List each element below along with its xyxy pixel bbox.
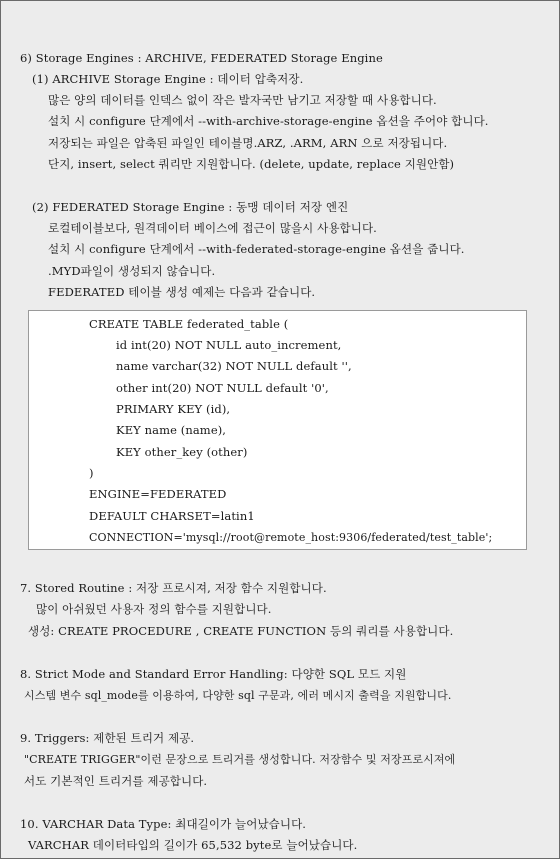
archive-engine-title: (1) ARCHIVE Storage Engine : 데이터 압축저장. — [32, 72, 304, 86]
code-line: KEY other_key (other) — [116, 445, 248, 459]
federated-engine-title: (2) FEDERATED Storage Engine : 동맹 데이터 저장 엔진 — [32, 200, 349, 214]
code-line: DEFAULT CHARSET=latin1 — [89, 509, 255, 523]
code-line: ) — [89, 466, 94, 480]
section-9-line-1: "CREATE TRIGGER"이런 문장으로 트리거를 생성합니다. 저장함수 및 저장프로시져에 — [24, 753, 456, 766]
code-sample-box — [28, 310, 527, 550]
section-7-heading: 7. Stored Routine : 저장 프로시져, 저장 함수 지원합니다. — [20, 581, 327, 595]
section-7-line-2: 생성: CREATE PROCEDURE , CREATE FUNCTION 등의 쿼리를 사용합니다. — [28, 624, 454, 638]
code-line: ENGINE=FEDERATED — [89, 487, 227, 501]
archive-line-3: 저장되는 파일은 압축된 파일인 테이블명.ARZ, .ARM, ARN 으로 저장됩니다. — [48, 136, 448, 150]
section-6-heading: 6) Storage Engines : ARCHIVE, FEDERATED Storage Engine — [20, 51, 383, 65]
section-10-heading: 10. VARCHAR Data Type: 최대길이가 늘어났습니다. — [20, 817, 307, 831]
code-line: KEY name (name), — [116, 423, 227, 437]
section-10-line-1: VARCHAR 데이터타입의 길이가 65,532 byte로 늘어났습니다. — [28, 838, 358, 852]
code-line: CONNECTION='mysql://root@remote_host:9306/federated/test_table'; — [89, 531, 493, 544]
section-8-heading: 8. Strict Mode and Standard Error Handling: 다양한 SQL 모드 지원 — [20, 667, 407, 681]
archive-line-1: 많은 양의 데이터를 인덱스 없이 작은 발자국만 남기고 저장할 때 사용합니다. — [48, 93, 437, 107]
code-line: CREATE TABLE federated_table ( — [89, 317, 289, 331]
federated-line-2: 설치 시 configure 단계에서 --with-federated-storage-engine 옵션을 줍니다. — [48, 242, 465, 256]
federated-line-3: .MYD파일이 생성되지 않습니다. — [48, 264, 216, 278]
code-line: id int(20) NOT NULL auto_increment, — [116, 338, 342, 352]
code-line: PRIMARY KEY (id), — [116, 402, 231, 416]
federated-line-1: 로컬테이블보다, 원격데이터 베이스에 접근이 많을시 사용합니다. — [48, 221, 377, 235]
section-8-line-1: 시스템 변수 sql_mode를 이용하여, 다양한 sql 구문과, 에러 메시지 출력을 지원합니다. — [24, 689, 452, 702]
section-9-heading: 9. Triggers: 제한된 트리거 제공. — [20, 731, 195, 745]
section-7-line-1: 많이 아쉬웠던 사용자 정의 함수를 지원합니다. — [36, 602, 272, 616]
archive-line-2: 설치 시 configure 단계에서 --with-archive-storage-engine 옵션을 주어야 합니다. — [48, 114, 489, 128]
archive-line-4: 단지, insert, select 쿼리만 지원합니다. (delete, update, replace 지원안함) — [48, 157, 455, 171]
federated-line-4: FEDERATED 테이블 생성 예제는 다음과 같습니다. — [48, 285, 316, 299]
code-line: other int(20) NOT NULL default '0', — [116, 381, 329, 395]
section-9-line-2: 서도 기본적인 트리거를 제공합니다. — [24, 774, 208, 788]
code-line: name varchar(32) NOT NULL default '', — [116, 359, 352, 373]
